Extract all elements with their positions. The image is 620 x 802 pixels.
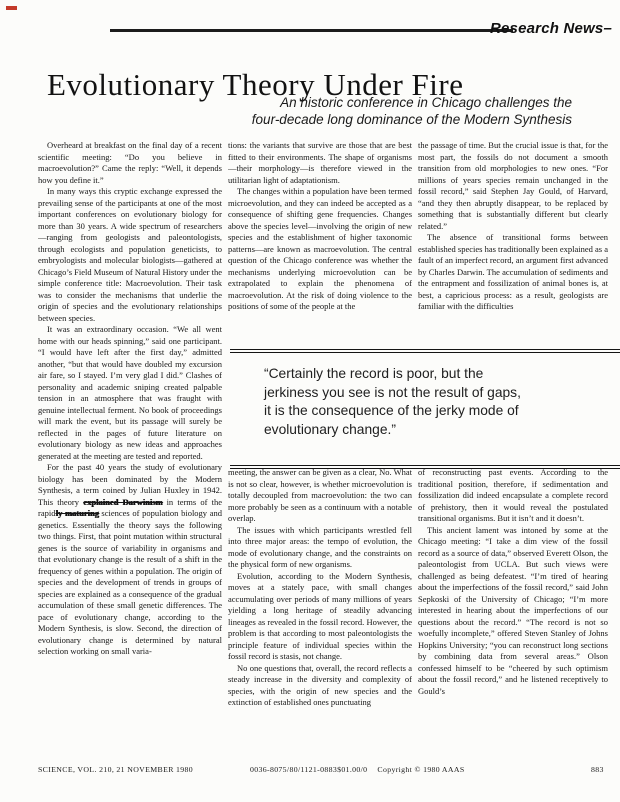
paragraph: tions: the variants that survive are those that are best fitted to their environments. The shape of organisms—their morphology—is therefore viewed in the utilitarian light of adaptationism. bbox=[228, 140, 412, 185]
article-subtitle bbox=[252, 94, 572, 128]
paragraph: Evolution, according to the Modern Synthesis, moves at a stately pace, with small changes accumulating over periods of many millions of years yielding a long heritage of steadily advancing lineages as revealed in the fossil record. However, the problem is that according to most paleontologists the principle feature of individual species within the fossil record is stasis, not change. bbox=[228, 570, 412, 661]
copyright-text: Copyright © 1980 AAAS bbox=[377, 765, 465, 774]
paragraph: Overheard at breakfast on the final day of a recent scientific meeting: “Do you believe in macroevolution?” Came the reply: “Well, it depends how you define it.” bbox=[38, 140, 222, 185]
paragraph: The absence of transitional forms between established species has traditionally been explained as a fault of an imperfect record, an argument first advanced by Charles Darwin. The accumulation of sediments and the entrapment and fossilization of animal bones is, at best, a capricious process: as a result, geologists are familiar with the difficulties bbox=[418, 232, 608, 311]
paragraph: The changes within a population have been termed microevolution, and they can indeed be accepted as a consequence of shifting gene frequencies. Changes above the species level—involving the origin of new species and the establishment of higher taxonomic patterns—are known as macroevolution. The central question of the Chicago conference was whether the mechanisms underlying microevolution can be extrapolated to explain the phenomena of macroevolution. At the risk of doing violence to the positions of some of the people at the bbox=[228, 186, 412, 311]
page-number: 883 bbox=[591, 765, 604, 774]
paragraph bbox=[38, 462, 222, 658]
column-1 bbox=[38, 140, 222, 758]
column-2-upper bbox=[228, 140, 412, 346]
paragraph-segment: For the past 40 years the study of evolutionary biology has been dominated by the Modern Synthesis, a term coined by Julian Huxley in 1942. This theory bbox=[38, 462, 222, 507]
paragraph: This ancient lament was intoned by some at the Chicago meeting: “I take a dim view of the fossil record as a source of data,” observed Everett Olson, the paleontologist from UCLA. But such views were challenged as being defeatest. “I’m tired of hearing about the imperfections of the fossil record,” said John Sepkoski of the University of Chicago; “I’m more interested in hearing about the imperfections of our questions about the record.” “The record is not so woefully incomplete,” offered Steven Stanley of Johns Hopkins University; “you can reconstruct long sections by combining data from several areas.” Olson confessed himself to be “cheered by such optimism about the fossil record,” and he listened receptively to Gould’s bbox=[418, 524, 608, 696]
pull-quote bbox=[230, 349, 620, 469]
paragraph: In many ways this cryptic exchange expressed the prevailing sense of the participants at one of the most important conferences on evolutionary biology for more than 30 years. A wide spectrum of researchers—ranging from geologists and paleontologists, through ecologists and population geneticists, to embryologists and molecular biologists—gathered at Chicago’s Field Museum of Natural History under the simple conference title: Macroevolution. Their task was to consider the mechanisms that underlie the origin of species and the evolutionary relationships between species. bbox=[38, 186, 222, 323]
article-title: Evolutionary Theory Under Fire bbox=[47, 66, 464, 102]
paragraph: The issues with which participants wrestled fell into three major areas: the tempo of evolution, the mode of evolutionary change, and the constraints on the physical form of new organisms. bbox=[228, 524, 412, 569]
paragraph-segment: sciences of population biology and genetics. Essentially the theory says the following two things. First, that point mutation within structural genes is the source of variability in organisms and that evolutionary change is the result of a shift in the frequency of genes within a population. The origin of species and the development of trends in groups of species are explained as a consequence of the gradual accumulation of these small genetic differences. The pace of evolutionary change, according to the Modern Synthesis, is slow. Second, the direction of evolutionary change is determined by natural selection working on small varia- bbox=[38, 508, 222, 656]
paragraph: No one questions that, overall, the record reflects a steady increase in the diversity and complexity of species, with the origin of new species and the extinction of established ones punctuating bbox=[228, 662, 412, 707]
subtitle-line: four-decade long dominance of the Modern Synthesis bbox=[251, 112, 572, 127]
scan-artifact-mark bbox=[6, 6, 17, 10]
paragraph: of reconstructing past events. According to the traditional position, therefore, if sedimentation and fossilization did indeed encapsulate a complete record of prehistory, then it would reveal the postulated transitional organisms. But it isn’t and it doesn’t. bbox=[418, 467, 608, 523]
column-3-upper bbox=[418, 140, 608, 346]
subtitle-line: An historic conference in Chicago challenges the bbox=[280, 95, 572, 110]
pull-quote-line: it is the consequence of the jerky mode of bbox=[264, 403, 519, 418]
section-kicker: Research News– bbox=[489, 20, 612, 37]
paragraph: meeting, the answer can be given as a clear, No. What is not so clear, however, is whether microevolution is totally decoupled from macroevolution: the two can more probably be seen as a continuum with a notable overlap. bbox=[228, 467, 412, 523]
pull-quote-line: evolutionary change.” bbox=[264, 421, 396, 437]
pull-quote-line: “Certainly the record is poor, but the bbox=[264, 366, 484, 381]
overprint-smudge-text: ly maturing bbox=[55, 508, 99, 518]
paragraph: the passage of time. But the crucial issue is that, for the most part, the fossils do not document a smooth transition from old morphologies to new ones. “For millions of years species remain unchanged in the fossil record,” said Stephen Jay Gould, of Harvard, “and they then abruptly disappear, to be replaced by something that is substantially different but clearly related.” bbox=[418, 140, 608, 231]
paragraph-segment: in terms of the rapid bbox=[38, 496, 222, 518]
overprint-smudge-text: explained Darwinism bbox=[83, 496, 163, 507]
pull-quote-line: jerkiness you see is not the result of gaps, bbox=[264, 384, 521, 400]
column-3-lower bbox=[418, 467, 608, 757]
paragraph: It was an extraordinary occasion. “We all went home with our heads spinning,” said one participant. “I would have left after the first day,” admitted another, “but that would have doubled my excursion air fare, so I stayed. I’m very glad I did.” Clashes of personality and academic sniping created palpable tension in an atmosphere that was fraught with genuine intellectual ferment. No book of proceedings will mark the event, but its passage will surely be reflected in the pages of future literature on evolutionary biology as new ideas and approaches generated at the meeting are tested and reported. bbox=[38, 324, 222, 461]
issn-code: 0036-8075/80/1121-0883$01.00/0 bbox=[250, 765, 368, 774]
header-rule bbox=[110, 29, 513, 32]
column-2-lower bbox=[228, 467, 412, 757]
copyright-line bbox=[250, 765, 475, 774]
journal-volume-line: SCIENCE, VOL. 210, 21 NOVEMBER 1980 bbox=[38, 765, 194, 774]
